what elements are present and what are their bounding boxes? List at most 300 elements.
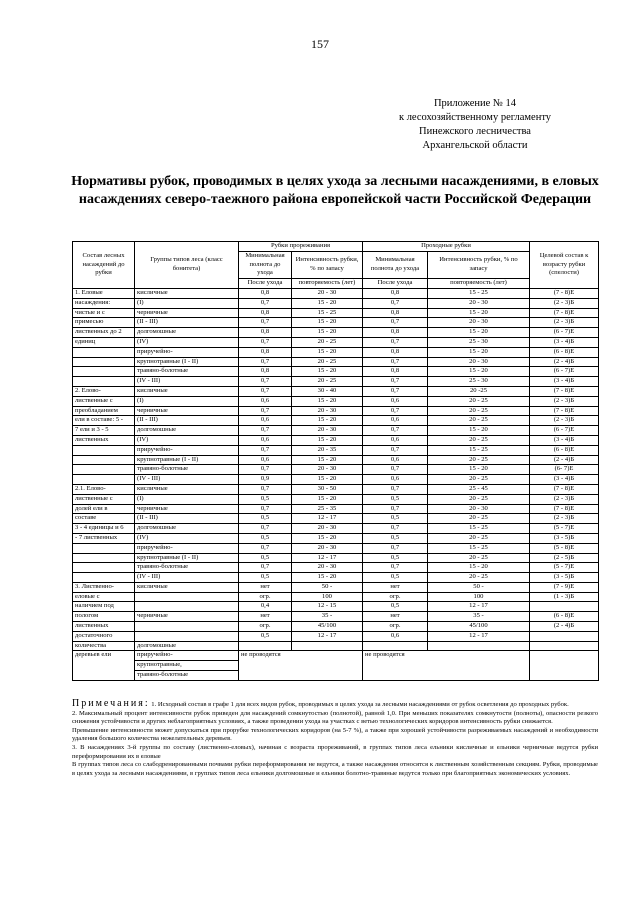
cell-target-composition: (3 - 4)Б xyxy=(530,337,599,347)
cell-thinning-intensity: 20 - 30 xyxy=(292,543,363,553)
cell-thinning-intensity: 12 - 17 xyxy=(292,553,363,563)
cell-thinning-density: 0,7 xyxy=(239,426,292,436)
cell-passing-density: нет xyxy=(363,582,428,592)
table-row xyxy=(73,612,599,622)
cell-target-composition: (7 - 9)Е xyxy=(530,582,599,592)
cell-passing-density: 0,6 xyxy=(363,435,428,445)
table-row xyxy=(73,426,599,436)
cell-composition xyxy=(73,357,135,367)
cell-forest-type: черничные xyxy=(135,406,239,416)
cell-composition: достаточного xyxy=(73,631,135,641)
cell-forest-type: долгомошные xyxy=(135,524,239,534)
cell-passing-intensity: 20 - 25 xyxy=(428,494,530,504)
cell-composition: ели в составе: 5 - xyxy=(73,416,135,426)
table-row xyxy=(73,602,599,612)
cell-target-composition: (5 - 7)Е xyxy=(530,524,599,534)
cell-thinning-density: 0,7 xyxy=(239,504,292,514)
cell-forest-type: долгомошные xyxy=(135,641,239,651)
cell-passing-density: 0,7 xyxy=(363,298,428,308)
cell-thinning-intensity: 20 - 25 xyxy=(292,357,363,367)
cell-target-composition: (6- 7)Е xyxy=(530,465,599,475)
cell-passing-density: 0,7 xyxy=(363,524,428,534)
cell-target-composition: (7 - 8)Е xyxy=(530,504,599,514)
cell-forest-type: (I) xyxy=(135,396,239,406)
page-number: 157 xyxy=(311,37,329,51)
cell-thinning-intensity: 35 - xyxy=(292,612,363,622)
header-thinning-min-density: Минимальная полнота до ухода xyxy=(239,251,292,278)
table-body xyxy=(73,288,599,680)
cell-forest-type: (I) xyxy=(135,494,239,504)
cell-thinning-intensity: 20 - 30 xyxy=(292,288,363,298)
cell-thinning-intensity: 20 - 35 xyxy=(292,445,363,455)
cell-forest-type: приручейно- xyxy=(135,651,239,661)
cell-thinning-density: 0,7 xyxy=(239,406,292,416)
table-row xyxy=(73,533,599,543)
cell-composition: деревьев ели xyxy=(73,651,135,680)
cell-thinning-density: 0,5 xyxy=(239,533,292,543)
cell-composition: еловые с xyxy=(73,592,135,602)
table-row xyxy=(73,504,599,514)
cell-forest-type: (II - III) xyxy=(135,318,239,328)
cell-passing-density: 0,7 xyxy=(363,337,428,347)
cell-passing-density: 0,7 xyxy=(363,318,428,328)
cell-thinning-density: 0,6 xyxy=(239,455,292,465)
cell-forest-type: черничные xyxy=(135,308,239,318)
norms-table xyxy=(72,241,599,681)
cell-thinning-intensity: 12 - 15 xyxy=(292,602,363,612)
cell-thinning-intensity: 20 - 30 xyxy=(292,524,363,534)
table-row xyxy=(73,396,599,406)
cell-passing-intensity: 20 - 25 xyxy=(428,553,530,563)
cell-passing-density: 0,7 xyxy=(363,563,428,573)
table-row xyxy=(73,445,599,455)
cell-target-composition: (6 - 8)Е xyxy=(530,612,599,622)
cell-thinning-density: 0,7 xyxy=(239,484,292,494)
cell-composition: лиственные с xyxy=(73,494,135,504)
cell-forest-type: черничные xyxy=(135,504,239,514)
cell-thinning-density xyxy=(239,641,292,651)
cell-thinning-density: 0,7 xyxy=(239,445,292,455)
cell-composition xyxy=(73,475,135,485)
cell-passing-intensity: 20 - 25 xyxy=(428,573,530,583)
cell-forest-type: приручейно- xyxy=(135,543,239,553)
table-row xyxy=(73,298,599,308)
cell-passing-intensity: 15 - 25 xyxy=(428,288,530,298)
cell-thinning-intensity: 15 - 20 xyxy=(292,494,363,504)
cell-thinning-intensity: 15 - 20 xyxy=(292,298,363,308)
cell-target-composition: (3 - 5)Б xyxy=(530,573,599,583)
cell-passing-intensity: 12 - 17 xyxy=(428,631,530,641)
table-row xyxy=(73,475,599,485)
table-row xyxy=(73,553,599,563)
cell-thinning-density: 0,7 xyxy=(239,543,292,553)
table-row xyxy=(73,435,599,445)
cell-passing-density: 0,7 xyxy=(363,445,428,455)
cell-passing-intensity: 100 xyxy=(428,592,530,602)
notes-section xyxy=(72,700,598,778)
table-row xyxy=(73,288,599,298)
table-row xyxy=(73,641,599,651)
header-composition: Состав лесных насаждений до рубки xyxy=(73,242,135,289)
cell-passing-density: 0,7 xyxy=(363,406,428,416)
cell-thinning-density: 0,8 xyxy=(239,367,292,377)
cell-passing-intensity: 15 - 20 xyxy=(428,328,530,338)
cell-composition: преобладанием xyxy=(73,406,135,416)
table-row xyxy=(73,631,599,641)
cell-forest-type: крупнотравные (I - II) xyxy=(135,455,239,465)
table-row xyxy=(73,386,599,396)
cell-passing-density: 0,7 xyxy=(363,377,428,387)
cell-composition: единиц xyxy=(73,337,135,347)
cell-composition: количества xyxy=(73,641,135,651)
cell-forest-type xyxy=(135,602,239,612)
table-row xyxy=(73,455,599,465)
cell-passing-density: 0,8 xyxy=(363,328,428,338)
table-row xyxy=(73,543,599,553)
cell-thinning-density: 0,7 xyxy=(239,524,292,534)
cell-passing-density: 0,6 xyxy=(363,455,428,465)
cell-passing-intensity: 20 - 25 xyxy=(428,406,530,416)
cell-thinning-intensity: 12 - 17 xyxy=(292,514,363,524)
header-passing-min-density: Минимальная полнота до ухода xyxy=(363,251,428,278)
cell-thinning-density: 0,7 xyxy=(239,465,292,475)
cell-passing-intensity: 15 - 20 xyxy=(428,308,530,318)
cell-passing-density: 0,7 xyxy=(363,465,428,475)
cell-passing-density: 0,6 xyxy=(363,396,428,406)
cell-thinning-intensity: 20 - 30 xyxy=(292,426,363,436)
table-row xyxy=(73,524,599,534)
note-1: 1. Исходный состав в графе 1 для всех видов рубок, проводимых в целях ухода за лесными насаждениями от рубок осветления до проходных рубок. xyxy=(151,701,569,708)
cell-forest-type: кисличные xyxy=(135,288,239,298)
cell-target-composition: (1 - 3)Б xyxy=(530,592,599,602)
header-passing-intensity: Интенсивность рубки, % по запасу xyxy=(428,251,530,278)
cell-passing-density: огр. xyxy=(363,592,428,602)
cell-forest-type: (IV) xyxy=(135,435,239,445)
cell-passing-density: 0,8 xyxy=(363,367,428,377)
cell-passing-not-held: не проводятся xyxy=(363,651,530,680)
table-row xyxy=(73,651,599,661)
cell-forest-type xyxy=(135,592,239,602)
cell-passing-intensity: 15 - 20 xyxy=(428,563,530,573)
cell-target-composition: (6 - 7)Е xyxy=(530,328,599,338)
cell-target-composition: (3 - 4)Б xyxy=(530,435,599,445)
cell-passing-intensity: 12 - 17 xyxy=(428,602,530,612)
cell-composition: 7 ели и 3 - 5 xyxy=(73,426,135,436)
cell-target-composition xyxy=(530,651,599,680)
cell-passing-intensity: 25 - 45 xyxy=(428,484,530,494)
cell-forest-type: кисличные xyxy=(135,386,239,396)
cell-passing-intensity: 20 - 25 xyxy=(428,435,530,445)
cell-forest-type: травяно-болотные xyxy=(135,465,239,475)
cell-forest-type: (IV) xyxy=(135,533,239,543)
cell-target-composition: (3 - 4)Б xyxy=(530,475,599,485)
cell-target-composition: (7 - 8)Е xyxy=(530,484,599,494)
appendix-heading xyxy=(360,97,590,153)
cell-target-composition: (2 - 3)Б xyxy=(530,318,599,328)
header-thinning-after-care: После ухода xyxy=(239,279,292,289)
table-row xyxy=(73,484,599,494)
cell-passing-intensity xyxy=(428,641,530,651)
cell-forest-type: (II - III) xyxy=(135,514,239,524)
cell-passing-density: 0,5 xyxy=(363,573,428,583)
cell-passing-density: 0,5 xyxy=(363,494,428,504)
cell-passing-intensity: 20 - 30 xyxy=(428,318,530,328)
table-row xyxy=(73,563,599,573)
cell-thinning-intensity: 15 - 20 xyxy=(292,318,363,328)
cell-passing-density: 0,5 xyxy=(363,533,428,543)
cell-passing-intensity: 15 - 25 xyxy=(428,524,530,534)
cell-target-composition: (2 - 3)Б xyxy=(530,298,599,308)
note-3: 3. В насаждениях 3-й группы по составу (лиственно-еловых), начиная с возраста прореживаний, в группах типов леса ельники кисличные и ельники черничные ведутся рубки переформирования их в еловые xyxy=(72,743,598,760)
cell-thinning-intensity: 15 - 20 xyxy=(292,416,363,426)
cell-thinning-intensity: 20 - 25 xyxy=(292,337,363,347)
cell-target-composition: (6 - 8)Е xyxy=(530,445,599,455)
cell-composition: лиственные с xyxy=(73,396,135,406)
cell-target-composition: (3 - 4)Б xyxy=(530,377,599,387)
cell-forest-type: (IV) xyxy=(135,337,239,347)
cell-target-composition: (7 - 8)Е xyxy=(530,406,599,416)
cell-composition xyxy=(73,367,135,377)
cell-thinning-intensity: 25 - 35 xyxy=(292,504,363,514)
cell-composition xyxy=(73,377,135,387)
cell-thinning-intensity: 12 - 17 xyxy=(292,631,363,641)
cell-thinning-density: 0,5 xyxy=(239,514,292,524)
cell-thinning-intensity: 20 - 30 xyxy=(292,465,363,475)
table-row xyxy=(73,592,599,602)
cell-thinning-density: 0,4 xyxy=(239,602,292,612)
appendix-line-3: Пинежского лесничества xyxy=(419,126,531,137)
cell-thinning-density: 0,7 xyxy=(239,318,292,328)
note-2: 2. Максимальный процент интенсивности рубок приведен для насаждений сомкнутостью (полнотой), равной 1,0. При меньших показателях сомкнутости (полноты), опасности резкого снижения устойчивости и других неблагоприятных условиях, а также проведении ухода на участках с ветью технологических коридоров интенсивность рубки снижается. xyxy=(72,709,598,726)
table-row xyxy=(73,328,599,338)
note-4: В группах типов леса со слабодренированными почвами рубки переформирования не ведутся, а также насаждения относятся к лиственным хозяйственным секциям. Рубки, проводимые в целях ухода за лесными насаждениями, в группах типов леса ельники долгомошные и ельники болотно-травяные ведутся только при благоприятных экономических условиях. xyxy=(72,761,598,777)
cell-thinning-density: 0,9 xyxy=(239,475,292,485)
cell-thinning-density: 0,7 xyxy=(239,377,292,387)
cell-composition: составе xyxy=(73,514,135,524)
cell-thinning-density: 0,5 xyxy=(239,631,292,641)
header-forest-type: Группы типов леса (класс бонитета) xyxy=(135,242,239,289)
cell-forest-type: кисличные xyxy=(135,484,239,494)
cell-passing-density: 0,7 xyxy=(363,504,428,514)
cell-target-composition: (6 - 8)Е xyxy=(530,347,599,357)
table-row xyxy=(73,416,599,426)
cell-passing-density: огр. xyxy=(363,622,428,632)
header-thinning-repeat: повторяемость (лет) xyxy=(292,279,363,289)
cell-passing-density: 0,5 xyxy=(363,553,428,563)
cell-thinning-intensity: 30 - 40 xyxy=(292,386,363,396)
notes-heading: Примечания: xyxy=(72,698,150,709)
cell-passing-intensity: 15 - 20 xyxy=(428,465,530,475)
cell-composition: наличием под xyxy=(73,602,135,612)
cell-thinning-density: нет xyxy=(239,612,292,622)
cell-thinning-density: 0,8 xyxy=(239,347,292,357)
table-row xyxy=(73,573,599,583)
table-row xyxy=(73,406,599,416)
cell-forest-type: (IV - III) xyxy=(135,377,239,387)
cell-thinning-intensity xyxy=(292,641,363,651)
cell-thinning-density: 0,6 xyxy=(239,435,292,445)
cell-thinning-intensity: 20 - 30 xyxy=(292,406,363,416)
cell-passing-intensity: 25 - 30 xyxy=(428,377,530,387)
cell-thinning-intensity: 50 - xyxy=(292,582,363,592)
appendix-line-4: Архангельской области xyxy=(422,140,528,151)
cell-passing-density: 0,5 xyxy=(363,514,428,524)
cell-passing-density: 0,8 xyxy=(363,308,428,318)
cell-target-composition xyxy=(530,602,599,612)
cell-target-composition: (6 - 7)Е xyxy=(530,367,599,377)
cell-composition: насаждения: xyxy=(73,298,135,308)
cell-composition: 2.1. Елово- xyxy=(73,484,135,494)
cell-passing-intensity: 20 - 25 xyxy=(428,475,530,485)
table-row xyxy=(73,367,599,377)
cell-passing-density: 0,6 xyxy=(363,631,428,641)
cell-thinning-intensity: 15 - 20 xyxy=(292,328,363,338)
cell-passing-intensity: 45/100 xyxy=(428,622,530,632)
cell-forest-type: крупнотравные, xyxy=(135,661,239,671)
cell-target-composition: (2 - 4)Б xyxy=(530,357,599,367)
cell-thinning-intensity: 15 - 20 xyxy=(292,475,363,485)
cell-forest-type: крупнотравные (I - II) xyxy=(135,357,239,367)
cell-thinning-density: 0,7 xyxy=(239,298,292,308)
cell-passing-density: 0,7 xyxy=(363,357,428,367)
cell-thinning-density: 0,6 xyxy=(239,416,292,426)
cell-passing-intensity: 15 - 20 xyxy=(428,367,530,377)
cell-thinning-density: 0,7 xyxy=(239,386,292,396)
cell-forest-type xyxy=(135,631,239,641)
cell-forest-type: долгомошные xyxy=(135,426,239,436)
table-row xyxy=(73,582,599,592)
cell-passing-density: 0,6 xyxy=(363,475,428,485)
cell-target-composition: (7 - 8)Е xyxy=(530,308,599,318)
cell-composition: чистые и с xyxy=(73,308,135,318)
cell-target-composition: (7 - 8)Е xyxy=(530,386,599,396)
cell-target-composition: (2 - 3)Б xyxy=(530,494,599,504)
cell-thinning-density: 0,8 xyxy=(239,288,292,298)
cell-passing-intensity: 20 - 25 xyxy=(428,455,530,465)
cell-composition: 3 - 4 единицы и 6 xyxy=(73,524,135,534)
cell-thinning-intensity: 15 - 20 xyxy=(292,396,363,406)
cell-target-composition: (5 - 7)Е xyxy=(530,563,599,573)
cell-passing-density: 0,7 xyxy=(363,543,428,553)
cell-passing-intensity: 15 - 20 xyxy=(428,347,530,357)
cell-composition: долей ели в xyxy=(73,504,135,514)
cell-thinning-density: 0,6 xyxy=(239,396,292,406)
cell-forest-type: приручейно- xyxy=(135,445,239,455)
cell-composition xyxy=(73,445,135,455)
table-row xyxy=(73,494,599,504)
cell-thinning-intensity: 15 - 20 xyxy=(292,455,363,465)
cell-passing-density: 0,7 xyxy=(363,484,428,494)
table-row xyxy=(73,318,599,328)
cell-forest-type: долгомошные xyxy=(135,328,239,338)
cell-thinning-not-held: не проводятся xyxy=(239,651,363,680)
cell-passing-density: 0,5 xyxy=(363,602,428,612)
cell-passing-density: 0,6 xyxy=(363,416,428,426)
cell-target-composition: (2 - 3)Б xyxy=(530,396,599,406)
cell-passing-intensity: 20 -25 xyxy=(428,386,530,396)
cell-target-composition xyxy=(530,631,599,641)
table-row xyxy=(73,308,599,318)
cell-forest-type: приручейно- xyxy=(135,347,239,357)
cell-target-composition: (2 - 4)Б xyxy=(530,622,599,632)
cell-composition: лиственных до 2 xyxy=(73,328,135,338)
cell-forest-type: (IV - III) xyxy=(135,475,239,485)
cell-passing-intensity: 15 - 25 xyxy=(428,543,530,553)
cell-passing-intensity: 20 - 25 xyxy=(428,514,530,524)
cell-thinning-intensity: 45/100 xyxy=(292,622,363,632)
cell-thinning-density: 0,5 xyxy=(239,553,292,563)
cell-forest-type: кисличные xyxy=(135,582,239,592)
cell-thinning-intensity: 15 - 20 xyxy=(292,435,363,445)
cell-forest-type: травяно-болотные xyxy=(135,671,239,681)
cell-passing-density: нет xyxy=(363,612,428,622)
cell-forest-type: (I) xyxy=(135,298,239,308)
cell-composition xyxy=(73,543,135,553)
cell-composition xyxy=(73,465,135,475)
cell-thinning-intensity: 20 - 25 xyxy=(292,377,363,387)
cell-passing-intensity: 20 - 30 xyxy=(428,357,530,367)
cell-passing-intensity: 20 - 30 xyxy=(428,298,530,308)
header-thinning: Рубки прореживания xyxy=(239,242,363,252)
cell-forest-type: черничные xyxy=(135,612,239,622)
cell-thinning-density: 0,5 xyxy=(239,494,292,504)
header-passing-repeat: повторяемость (лет) xyxy=(428,279,530,289)
cell-thinning-intensity: 15 - 20 xyxy=(292,573,363,583)
table-row xyxy=(73,377,599,387)
cell-target-composition: (2 - 5)Б xyxy=(530,553,599,563)
cell-thinning-density: огр. xyxy=(239,622,292,632)
cell-target-composition xyxy=(530,641,599,651)
cell-thinning-density: 0,7 xyxy=(239,337,292,347)
cell-passing-intensity: 20 - 25 xyxy=(428,416,530,426)
cell-passing-intensity: 35 - xyxy=(428,612,530,622)
cell-thinning-density: 0,8 xyxy=(239,328,292,338)
header-passing-cuttings: Проходные рубки xyxy=(363,242,530,252)
cell-target-composition: (5 - 8)Е xyxy=(530,543,599,553)
cell-passing-density: 0,8 xyxy=(363,347,428,357)
cell-thinning-intensity: 30 - 50 xyxy=(292,484,363,494)
cell-composition xyxy=(73,553,135,563)
table-row xyxy=(73,465,599,475)
appendix-line-1: Приложение № 14 xyxy=(433,98,517,109)
cell-target-composition: (7 - 8)Е xyxy=(530,288,599,298)
appendix-line-2: к лесохозяйственному регламенту xyxy=(398,112,552,123)
cell-thinning-density: 0,5 xyxy=(239,573,292,583)
cell-forest-type: (II - III) xyxy=(135,416,239,426)
document-title: Нормативы рубок, проводимых в целях ухода за лесными насаждениями, в еловых насаждениях северо-таежного района европейской части Российской Федерации xyxy=(71,174,599,207)
cell-composition: 2. Елово- xyxy=(73,386,135,396)
cell-composition: примесью xyxy=(73,318,135,328)
table-row xyxy=(73,337,599,347)
table-row xyxy=(73,622,599,632)
cell-forest-type: крупнотравные (I - II) xyxy=(135,553,239,563)
cell-thinning-intensity: 100 xyxy=(292,592,363,602)
cell-composition: - 7 лиственных xyxy=(73,533,135,543)
cell-thinning-intensity: 15 - 20 xyxy=(292,347,363,357)
cell-thinning-density: 0,8 xyxy=(239,308,292,318)
cell-target-composition: (2 - 4)Б xyxy=(530,455,599,465)
cell-thinning-intensity: 15 - 20 xyxy=(292,367,363,377)
cell-forest-type xyxy=(135,622,239,632)
cell-passing-density: 0,7 xyxy=(363,426,428,436)
cell-thinning-density: 0,7 xyxy=(239,357,292,367)
cell-target-composition: (2 - 3)Б xyxy=(530,514,599,524)
cell-passing-intensity: 20 - 25 xyxy=(428,396,530,406)
cell-composition xyxy=(73,563,135,573)
table-row xyxy=(73,514,599,524)
cell-passing-intensity: 25 - 30 xyxy=(428,337,530,347)
cell-target-composition: (3 - 5)Б xyxy=(530,533,599,543)
